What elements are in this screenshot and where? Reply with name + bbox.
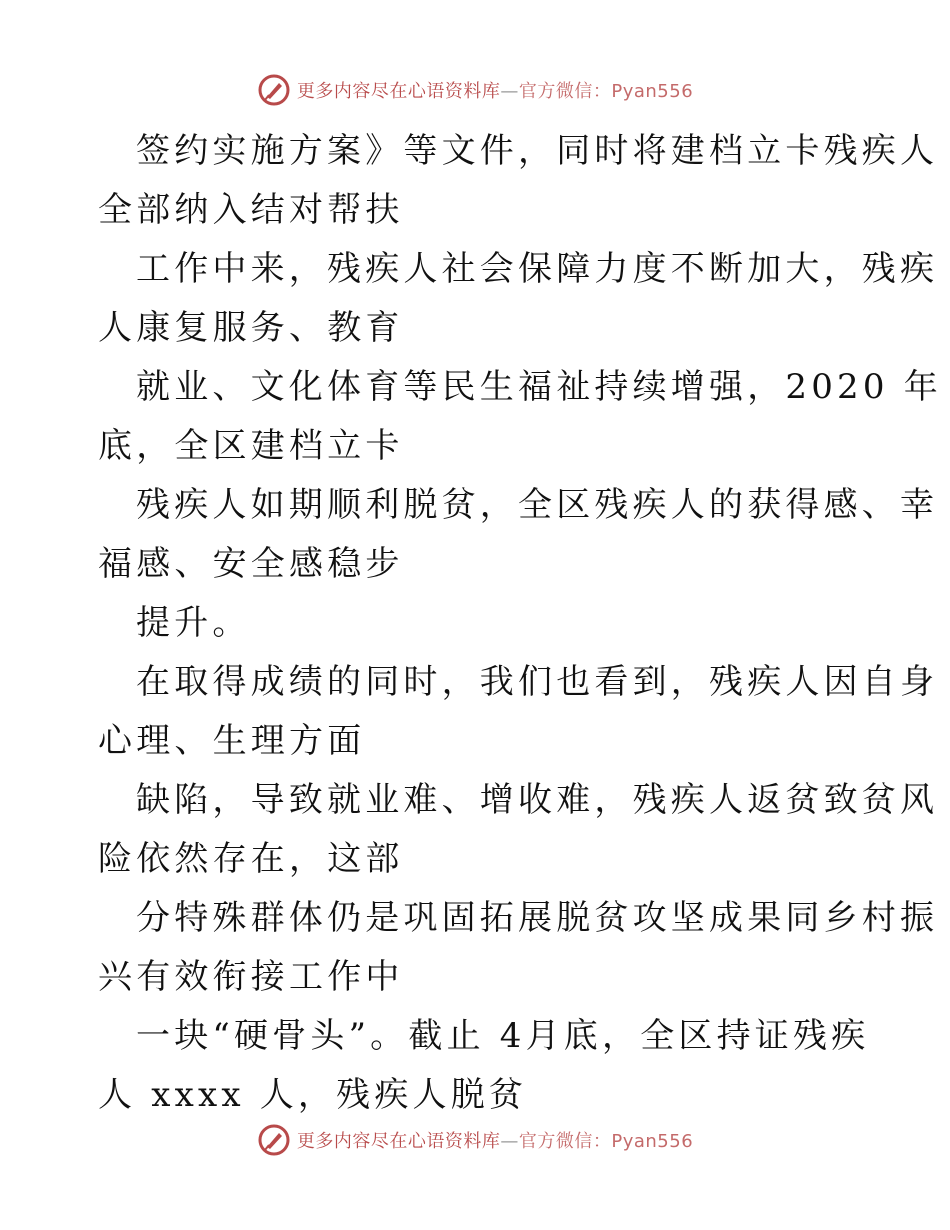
footer-watermark (0, 1120, 950, 1160)
body-line: 险依然存在，这部 (98, 839, 404, 879)
body-line: 福感、安全感稳步 (98, 544, 404, 584)
watermark-text (297, 77, 693, 103)
body-line: 全部纳入结对帮扶 (98, 190, 404, 230)
watermark-contact: 官方微信：Pyan556 (518, 81, 694, 102)
body-line: 人康复服务、教育 (98, 308, 404, 348)
document-body (98, 122, 942, 1125)
body-line: 兴有效衔接工作中 (98, 957, 404, 997)
watermark-contact: 官方微信：Pyan556 (518, 1131, 694, 1152)
body-line: 心理、生理方面 (98, 721, 366, 761)
quill-pen-logo-icon (257, 73, 291, 107)
body-line: 签约实施方案》等文件，同时将建档立卡残疾人 (136, 131, 939, 171)
watermark-separator: — (500, 1131, 519, 1152)
header-watermark (0, 70, 950, 110)
body-line: 残疾人如期顺利脱贫，全区残疾人的获得感、幸 (136, 485, 939, 525)
watermark-text (297, 1127, 693, 1153)
quill-pen-logo-icon (257, 1123, 291, 1157)
watermark-main: 更多内容尽在心语资料库 (296, 1131, 501, 1152)
body-line: 缺陷，导致就业难、增收难，残疾人返贫致贫风 (136, 780, 939, 820)
body-line: 分特殊群体仍是巩固拓展脱贫攻坚成果同乡村振 (136, 898, 939, 938)
body-line: 人 xxxx 人，残疾人脱贫 (98, 1075, 528, 1115)
body-line: 就业、文化体育等民生福祉持续增强，2020 年 (136, 367, 942, 407)
body-line: 提升。 (136, 603, 251, 643)
watermark-main: 更多内容尽在心语资料库 (296, 81, 501, 102)
body-line: 底，全区建档立卡 (98, 426, 404, 466)
body-line: 一块“硬骨头”。截止 4月底，全区持证残疾 (136, 1016, 870, 1056)
watermark-separator: — (500, 81, 519, 102)
body-line: 在取得成绩的同时，我们也看到，残疾人因自身 (136, 662, 939, 702)
body-line: 工作中来，残疾人社会保障力度不断加大，残疾 (136, 249, 939, 289)
